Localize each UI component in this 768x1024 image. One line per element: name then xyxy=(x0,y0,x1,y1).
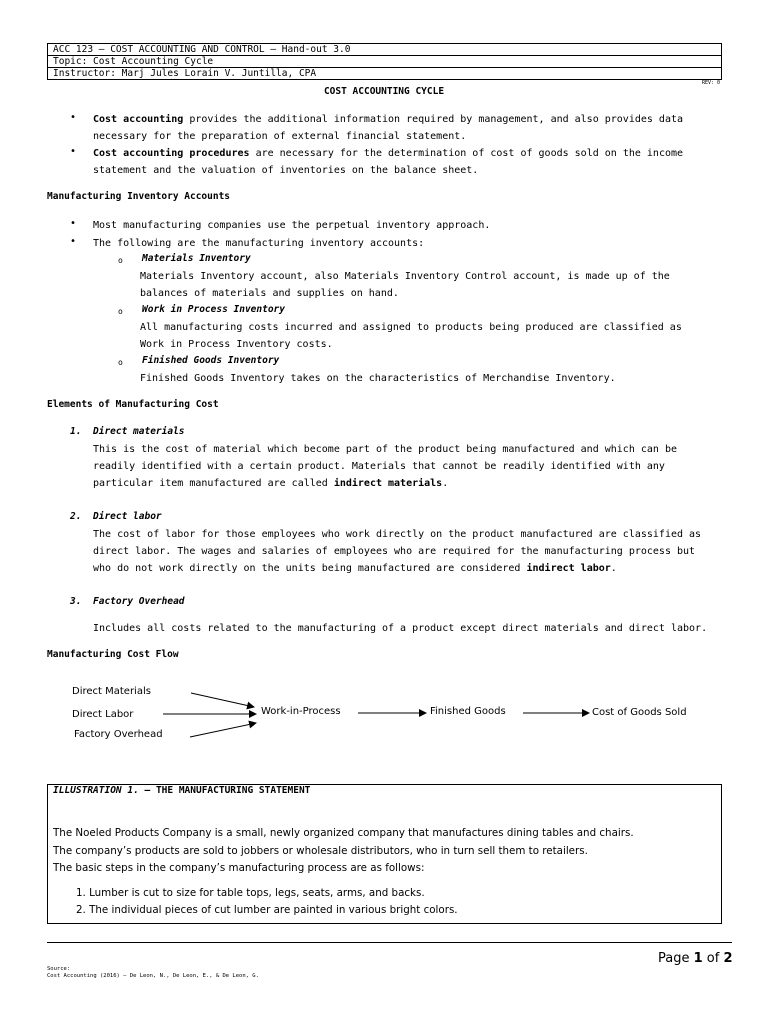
intro-1-term: Cost accounting xyxy=(93,114,184,125)
illustration-step-1: 1. Lumber is cut to size for table tops, legs, seats, arms, and backs. xyxy=(76,887,425,899)
intro-1-line2: necessary for the preparation of external financial statement. xyxy=(93,131,467,142)
account-wip-title: Work in Process Inventory xyxy=(142,304,285,315)
element-1-title: Direct materials xyxy=(93,426,185,437)
mia-bullet-2: The following are the manufacturing inventory accounts: xyxy=(93,238,425,249)
flow-stage-wip: Work-in-Process xyxy=(261,706,341,717)
account-fg-title: Finished Goods Inventory xyxy=(142,355,280,366)
instructor-line: Instructor: Marj Jules Lorain V. Juntilla, CPA xyxy=(53,68,317,79)
source-citation: Cost Accounting (2016) — De Leon, N., De Leon, E., & De Leon, G. xyxy=(47,973,259,979)
arrow-overhead-to-wip xyxy=(190,723,256,737)
flow-stage-finished-goods: Finished Goods xyxy=(430,706,506,717)
element-1-line2: readily identified with a certain product. Materials that cannot be readily identified with any xyxy=(93,461,665,472)
element-2-period: . xyxy=(610,563,617,574)
footer-divider xyxy=(47,942,732,943)
illustration-paragraph xyxy=(53,825,716,878)
illustration-line2: The company’s products are sold to jobbers or wholesale distributors, who in turn sell them to retailers. xyxy=(53,844,588,857)
element-2-line1: The cost of labor for those employees who work directly on the product manufactured are classified as xyxy=(93,529,702,540)
materials-desc-line1: Materials Inventory account, also Materials Inventory Control account, is made up of the xyxy=(140,271,670,282)
bullet-dot: • xyxy=(70,146,77,157)
sub-bullet-circle: o xyxy=(118,307,123,316)
page-total: 2 xyxy=(723,951,733,966)
illustration-line1: The Noeled Products Company is a small, newly organized company that manufactures dining tables and chairs. xyxy=(53,827,634,839)
element-3-title: Factory Overhead xyxy=(93,596,185,607)
illustration-line3: The basic steps in the company’s manufacturing process are as follows: xyxy=(53,862,425,874)
section-heading-elements: Elements of Manufacturing Cost xyxy=(47,399,219,410)
page-current: 1 xyxy=(693,951,703,966)
illustration-title xyxy=(53,785,310,796)
bullet-dot: • xyxy=(70,236,77,247)
element-2-line3: who do not work directly on the units being manufactured are considered xyxy=(93,563,527,574)
revision-label: REV: 0 xyxy=(701,80,720,86)
wip-desc-line1: All manufacturing costs incurred and assigned to products being produced are classified as xyxy=(140,322,682,333)
materials-desc-line2: balances of materials and supplies on hand. xyxy=(140,288,399,299)
course-title: ACC 123 — COST ACCOUNTING AND CONTROL — Hand-out 3.0 xyxy=(53,44,351,55)
page-title: COST ACCOUNTING CYCLE xyxy=(323,86,445,97)
mia-bullet-1: Most manufacturing companies use the perpetual inventory approach. xyxy=(93,220,491,231)
illustration-number: ILLUSTRATION 1. xyxy=(53,785,139,796)
element-2-number: 2. xyxy=(70,511,82,522)
element-1-line3: particular item manufactured are called xyxy=(93,478,334,489)
element-1-period: . xyxy=(442,478,449,489)
bullet-dot: • xyxy=(70,218,77,229)
illustration-box xyxy=(47,784,722,924)
page-of: of xyxy=(702,951,724,966)
sub-bullet-circle: o xyxy=(118,358,123,367)
flow-input-direct-labor: Direct Labor xyxy=(72,709,134,720)
element-1-line1: This is the cost of material which become part of the product being manufactured and which can be xyxy=(93,444,677,455)
bullet-dot: • xyxy=(70,112,77,123)
illustration-heading: — THE MANUFACTURING STATEMENT xyxy=(138,785,311,796)
section-heading-flow: Manufacturing Cost Flow xyxy=(47,649,179,660)
element-3-desc: Includes all costs related to the manufacturing of a product except direct materials and direct labor. xyxy=(93,623,708,634)
intro-2-line2: statement and the valuation of inventories on the balance sheet. xyxy=(93,165,479,176)
element-2-title: Direct labor xyxy=(93,511,162,522)
section-heading-inventory: Manufacturing Inventory Accounts xyxy=(47,191,231,202)
intro-2-term: Cost accounting procedures xyxy=(93,148,250,159)
element-1-number: 1. xyxy=(70,426,82,437)
element-2-line2: direct labor. The wages and salaries of employees who are required for the manufacturing process but xyxy=(93,546,696,557)
flow-input-factory-overhead: Factory Overhead xyxy=(74,729,163,740)
arrow-materials-to-wip xyxy=(191,693,254,707)
account-fg-desc: Finished Goods Inventory takes on the characteristics of Merchandise Inventory. xyxy=(140,373,616,384)
element-3-number: 3. xyxy=(70,596,82,607)
flow-input-direct-materials: Direct Materials xyxy=(72,686,151,697)
element-1-term: indirect materials xyxy=(333,478,443,489)
page-number xyxy=(658,951,733,966)
flow-stage-cogs: Cost of Goods Sold xyxy=(592,707,687,718)
account-materials-title: Materials Inventory xyxy=(142,253,251,264)
intro-2-line1: are necessary for the determination of cost of goods sold on the income xyxy=(249,148,684,159)
source-label: Source: xyxy=(47,966,71,972)
intro-1-line1: provides the additional information required by management, and also provides data xyxy=(183,114,684,125)
wip-desc-line2: Work in Process Inventory costs. xyxy=(140,339,333,350)
illustration-step-2: 2. The individual pieces of cut lumber are painted in various bright colors. xyxy=(76,904,458,916)
topic-line: Topic: Cost Accounting Cycle xyxy=(48,56,721,68)
sub-bullet-circle: o xyxy=(118,256,123,265)
page-word: Page xyxy=(658,951,694,966)
element-2-term: indirect labor xyxy=(526,563,611,574)
